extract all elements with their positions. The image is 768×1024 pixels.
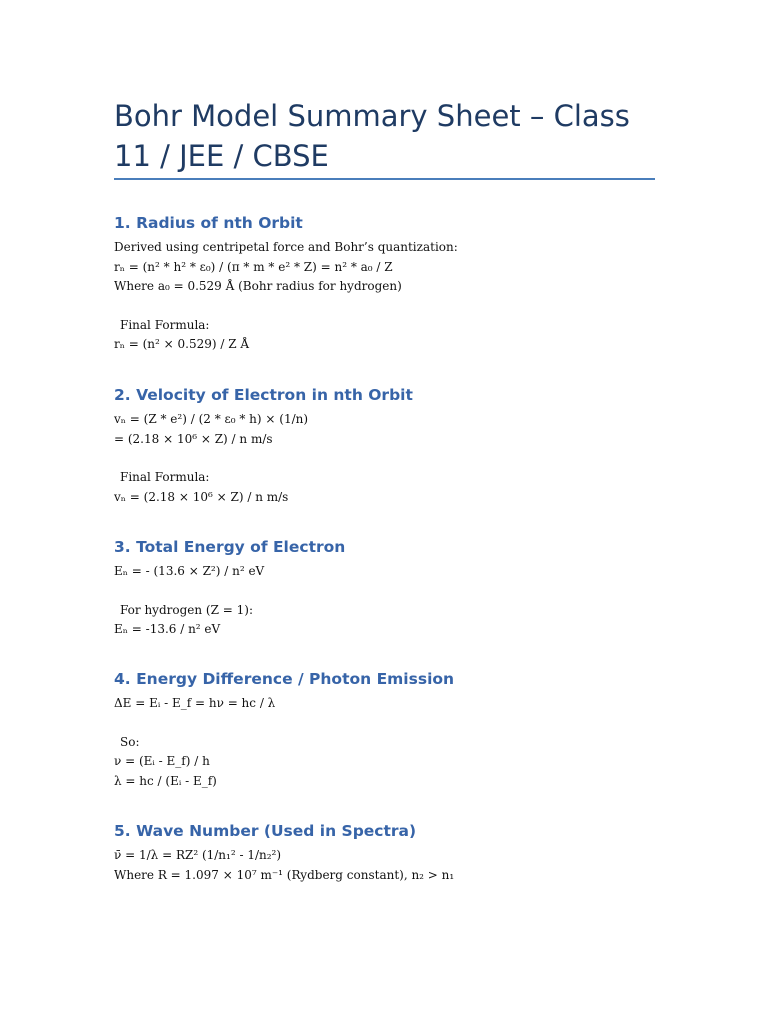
section-wave-number [114, 820, 655, 885]
note-label: Final Formula: [120, 317, 210, 332]
section-velocity [114, 384, 655, 507]
formula-line: rₙ = (n² × 0.529) / Z Å [114, 337, 250, 351]
formula-line: rₙ = (n² * h² * ε₀) / (π * m * e² * Z) = n² * a₀ / Z [114, 259, 393, 274]
section-heading: 5. Wave Number (Used in Spectra) [114, 822, 417, 840]
formula-line: Eₙ = -13.6 / n² eV [114, 622, 221, 636]
note-label: For hydrogen (Z = 1): [120, 602, 253, 617]
formula-line: ν = (Eᵢ - E_f) / h [114, 754, 210, 768]
section-heading: 4. Energy Difference / Photon Emission [114, 670, 455, 688]
section-heading: 2. Velocity of Electron in nth Orbit [114, 386, 413, 404]
formula-line: vₙ = (2.18 × 10⁶ × Z) / n m/s [114, 489, 289, 504]
section-energy [114, 536, 655, 640]
body-line: Derived using centripetal force and Bohr’s quantization: [114, 240, 458, 254]
section-heading: 1. Radius of nth Orbit [114, 214, 303, 232]
section-heading: 3. Total Energy of Electron [114, 538, 346, 556]
section-radius [114, 212, 655, 355]
formula-line: vₙ = (Z * e²) / (2 * ε₀ * h) × (1/n) [114, 412, 309, 426]
formula-line: ΔE = Eᵢ - E_f = hν = hc / λ [114, 696, 276, 710]
title-underline [114, 178, 655, 180]
note-label: Final Formula: [120, 470, 210, 484]
formula-line: λ = hc / (Eᵢ - E_f) [114, 773, 217, 788]
note-label: So: [120, 734, 140, 749]
formula-line: Eₙ = - (13.6 × Z²) / n² eV [114, 564, 265, 578]
formula-line: ν̄ = 1/λ = RZ² (1/n₁² - 1/n₂²) [114, 848, 282, 862]
body-line: Where R = 1.097 × 10⁷ m⁻¹ (Rydberg constant), n₂ > n₁ [114, 867, 455, 882]
body-line: Where a₀ = 0.529 Å (Bohr radius for hydrogen) [114, 279, 402, 293]
document-title: Bohr Model Summary Sheet – Class 11 / JEE / CBSE [114, 99, 630, 173]
section-energy-difference [114, 668, 655, 791]
formula-line: = (2.18 × 10⁶ × Z) / n m/s [114, 431, 273, 446]
